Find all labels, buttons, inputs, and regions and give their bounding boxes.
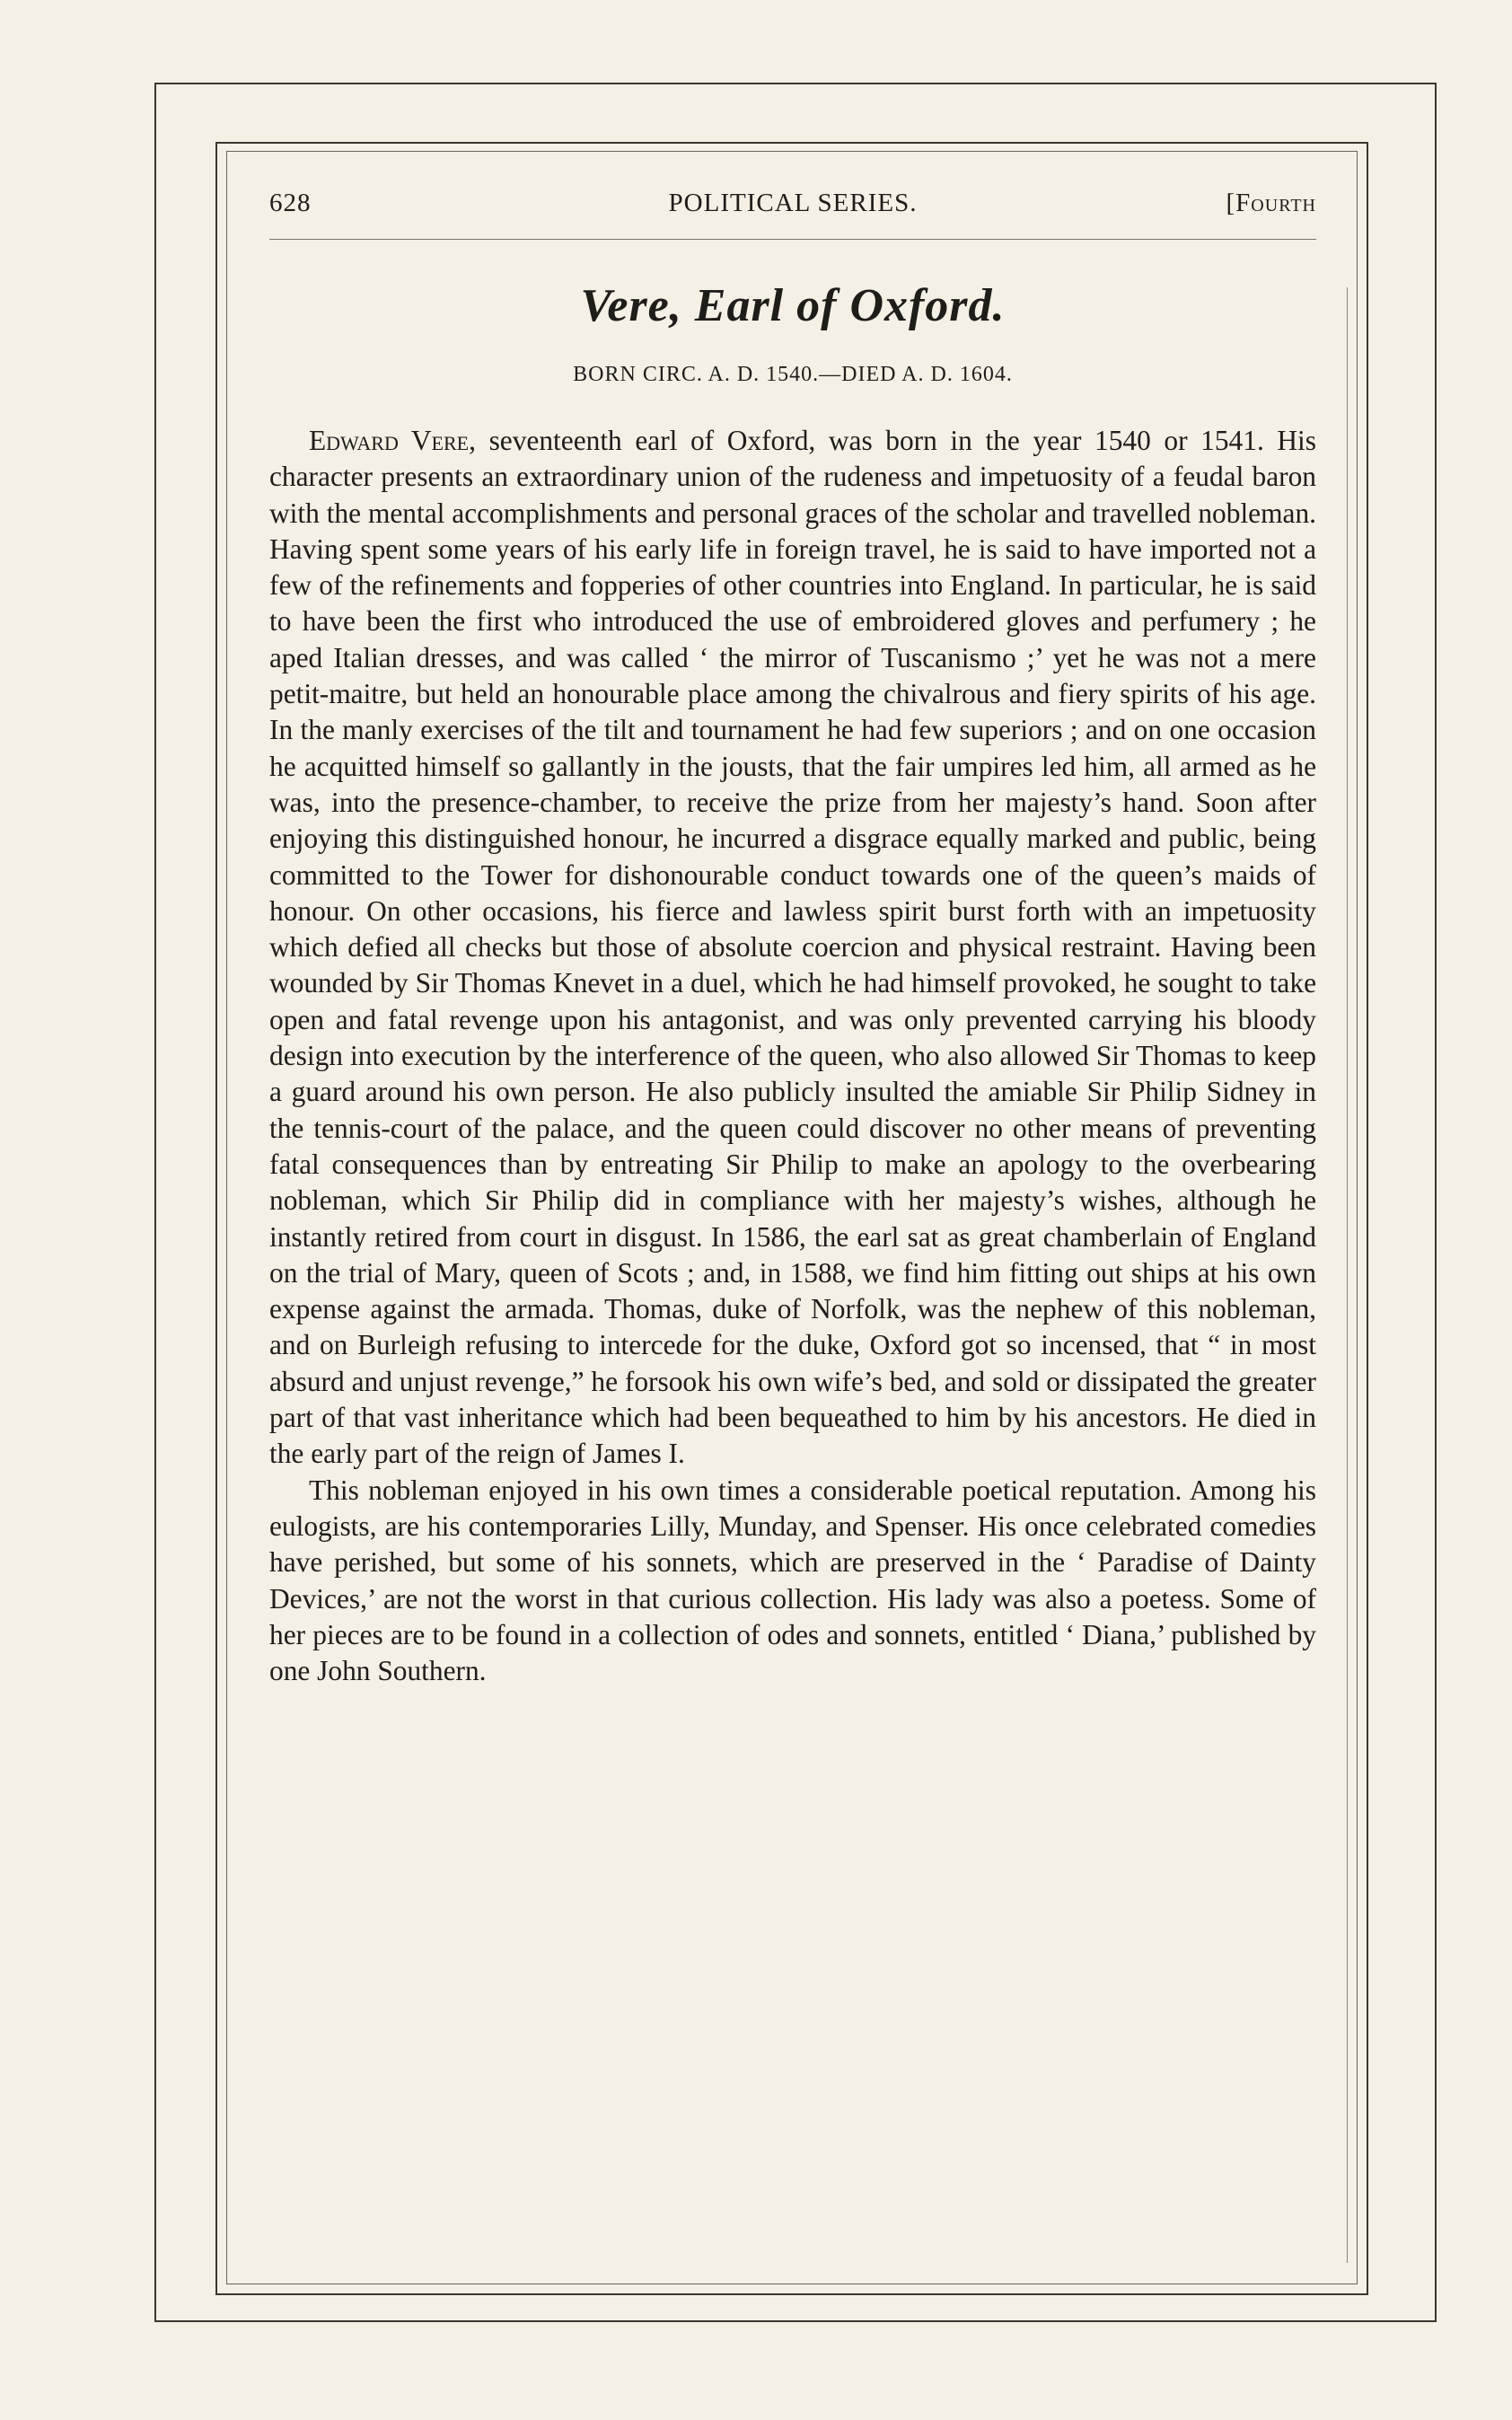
page-content bbox=[269, 180, 1316, 1689]
running-head bbox=[269, 180, 1316, 233]
paragraph-2: This nobleman enjoyed in his own times a considerable poetical reputation. Among his eulogists, are his contemporaries Lilly, Munday, and Spenser. His once celebrated comedies have perished, but some of his sonnets, which are preserved in the ‘ Paradise of Dainty Devices,’ are not the worst in that curious collection. His lady was also a poetess. Some of her pieces are to be found in a collection of odes and sonnets, entitled ‘ Diana,’ published by one John Southern. bbox=[269, 1474, 1316, 1687]
header-rule bbox=[269, 239, 1316, 240]
article-body bbox=[269, 423, 1316, 1689]
series-title: POLITICAL SERIES. bbox=[668, 189, 918, 217]
birth-death-dates: BORN CIRC. A. D. 1540.—DIED A. D. 1604. bbox=[573, 363, 1013, 386]
right-margin-rule bbox=[1347, 287, 1348, 2263]
section-label: [Fourth bbox=[1226, 189, 1316, 217]
paragraph-1 bbox=[269, 423, 1316, 1473]
article-title: Vere, Earl of Oxford. bbox=[580, 280, 1006, 331]
subject-name: Edward Vere bbox=[309, 425, 470, 456]
page-number: 628 bbox=[269, 189, 312, 217]
paragraph-1-text: , seventeenth earl of Oxford, was born in the year 1540 or 1541. His character presents an extraordinary union of the rudeness and impetuosity of a feudal baron with the mental accomplishments and personal graces of the scholar and travelled nobleman. Having spent some years of his early life in foreign travel, he is said to have imported not a few of the refinements and fopperies of other countries into England. In particular, he is said to have been the first who introduced the use of embroidered gloves and perfumery ; he aped Italian dresses, and was called ‘ the mirror of Tuscanismo ;’ yet he was not a mere petit-maitre, but held an honourable place among the chivalrous and fiery spirits of his age. In the manly exercises of the tilt and tournament he had few superiors ; and on one occasion he acquitted himself so gallantly in the jousts, that the fair umpires led him, all armed as he was, into the presence-chamber, to receive the prize from her majesty’s hand. Soon after enjoying this distinguished honour, he incurred a disgrace equally marked and public, being committed to the Tower for dishonourable conduct towards one of the queen’s maids of honour. On other occasions, his fierce and lawless spirit burst forth with an impetuosity which defied all checks but those of absolute coercion and physical restraint. Having been wounded by Sir Thomas Knevet in a duel, which he had himself provoked, he sought to take open and fatal revenge upon his antagonist, and was only prevented carrying his bloody design into execution by the interference of the queen, who also allowed Sir Thomas to keep a guard around his own person. He also publicly insulted the amiable Sir Philip Sidney in the tennis-court of the palace, and the queen could discover no other means of preventing fatal consequences than by entreating Sir Philip to make an apology to the overbearing nobleman, which Sir Philip did in compliance with her majesty’s wishes, although he instantly retired from court in disgust. In 1586, the earl sat as great chamberlain of England on the trial of Mary, queen of Scots ; and, in 1588, we find him fitting out ships at his own expense against the armada. Thomas, duke of Norfolk, was the nephew of this nobleman, and on Burleigh refusing to intercede for the duke, Oxford got so incensed, that “ in most absurd and unjust revenge,” he forsook his own wife’s bed, and sold or dissipated the greater part of that vast inheritance which had been bequeathed to him by his ancestors. He died in the early part of the reign of James I. bbox=[269, 425, 1316, 1470]
